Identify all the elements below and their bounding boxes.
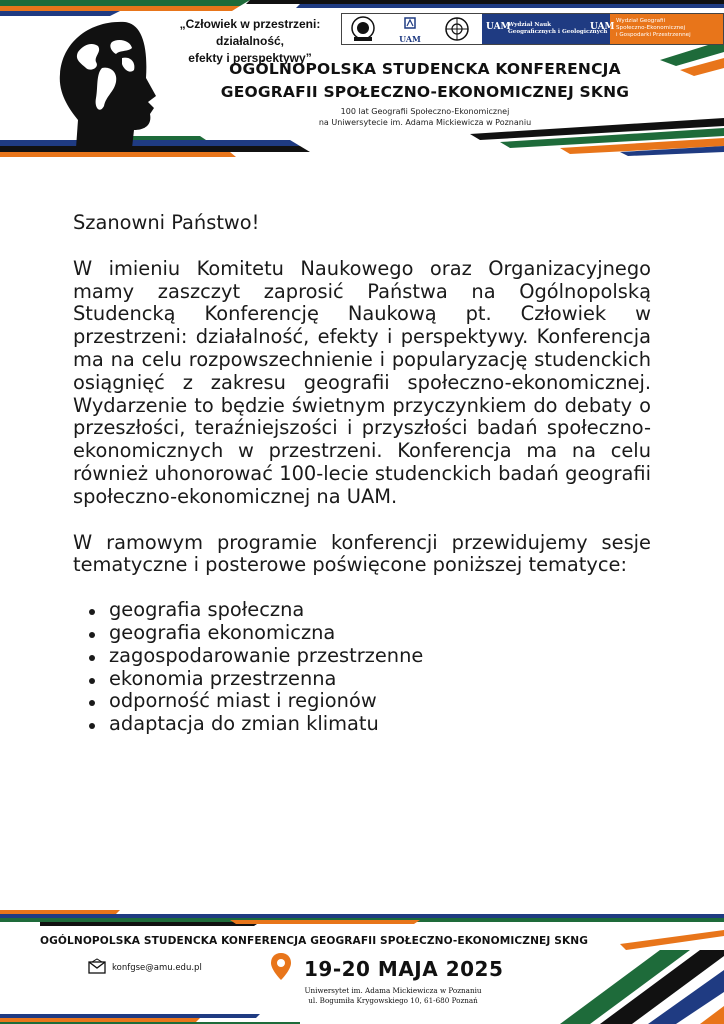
dept-geo-line-1: Wydział Nauk <box>508 22 552 28</box>
dept-socio-line-1: Wydział Geografii <box>616 18 666 24</box>
globe-seal-icon <box>444 15 470 43</box>
contact-email[interactable]: konfgse@amu.edu.pl <box>112 963 202 973</box>
list-item: geografia ekonomiczna <box>87 622 651 645</box>
list-item: zagospodarowanie przestrzenne <box>87 645 651 668</box>
conference-date: 19-20 MAJA 2025 <box>304 957 504 981</box>
conference-subtitle-line-1: 100 lat Geografii Społeczno-Ekonomicznej <box>340 107 510 116</box>
partner-logos <box>341 13 724 45</box>
uam-logo-1 <box>398 15 422 43</box>
dept-geo-line-2: Geograficznych i Geologicznych <box>508 29 608 35</box>
list-item: odporność miast i regionów <box>87 690 651 713</box>
motto-line-1: „Człowiek w przestrzeni: działalność, <box>179 17 321 48</box>
address-line-1: Uniwersytet im. Adama Mickiewicza w Poznaniu <box>304 986 482 995</box>
dept-socio-line-2: Społeczno-Ekonomicznej <box>616 25 686 31</box>
conference-title-line-1: OGÓLNOPOLSKA STUDENCKA KONFERENCJA <box>229 60 621 78</box>
conference-subtitle <box>230 106 620 128</box>
list-item: adaptacja do zmian klimatu <box>87 713 651 736</box>
list-item: geografia społeczna <box>87 599 651 622</box>
program-paragraph: W ramowym programie konferencji przewidujemy sesje tematyczne i posterowe poświęcone poniższej tematyce: <box>73 530 651 577</box>
dept-socio-line-3: i Gospodarki Przestrzennej <box>616 32 691 38</box>
email-icon <box>88 958 106 974</box>
motto-line-2: efekty i perspektywy” <box>188 51 312 65</box>
uam-label-2: UAM <box>486 22 511 32</box>
dept-socio-name <box>616 18 691 39</box>
address-line-2: ul. Bogumiła Krygowskiego 10, 61-680 Poznań <box>308 996 478 1005</box>
letter-body <box>73 212 651 736</box>
uam-label-3: UAM <box>590 22 615 32</box>
topics-list <box>73 599 651 736</box>
invitation-paragraph: W imieniu Komitetu Naukowego oraz Organizacyjnego mamy zaszczyt zaprosić Państwa na Ogólnopolską Studencką Konferencję Naukową pt. Człowiek w przestrzeni: działalność, efekty i perspektywy. Konferencja ma na celu rozpowszechnienie i popularyzację studenckich osiągnięć z zakresu geografii społeczno-ekonomicznej. Wydarzenie to będzie świetnym przyczynkiem do debaty o przeszłości, teraźniejszości i przyszłości badań społeczno-ekonomicznych w przestrzeni. Konferencja ma na celu również uhonorować 100-lecie studenckich badań geografii społeczno-ekonomicznej na UAM. <box>73 256 651 508</box>
location-pin-icon <box>270 952 292 982</box>
dept-socio-logo <box>590 14 723 44</box>
uam-crest-icon <box>403 16 417 30</box>
greeting: Szanowni Państwo! <box>73 211 260 234</box>
venue-address <box>268 986 518 1006</box>
conference-subtitle-line-2: na Uniwersytecie im. Adama Mickiewicza w Poznaniu <box>318 118 532 127</box>
skng-seal-icon <box>350 15 376 43</box>
uam-label-1: UAM <box>399 34 421 44</box>
conference-title <box>190 58 660 104</box>
conference-title-line-2: GEOGRAFII SPOŁECZNO-EKONOMICZNEJ SKNG <box>220 83 630 101</box>
footer-title: OGÓLNOPOLSKA STUDENCKA KONFERENCJA GEOGRAFII SPOŁECZNO-EKONOMICZNEJ SKNG <box>40 935 589 947</box>
list-item: ekonomia przestrzenna <box>87 668 651 691</box>
